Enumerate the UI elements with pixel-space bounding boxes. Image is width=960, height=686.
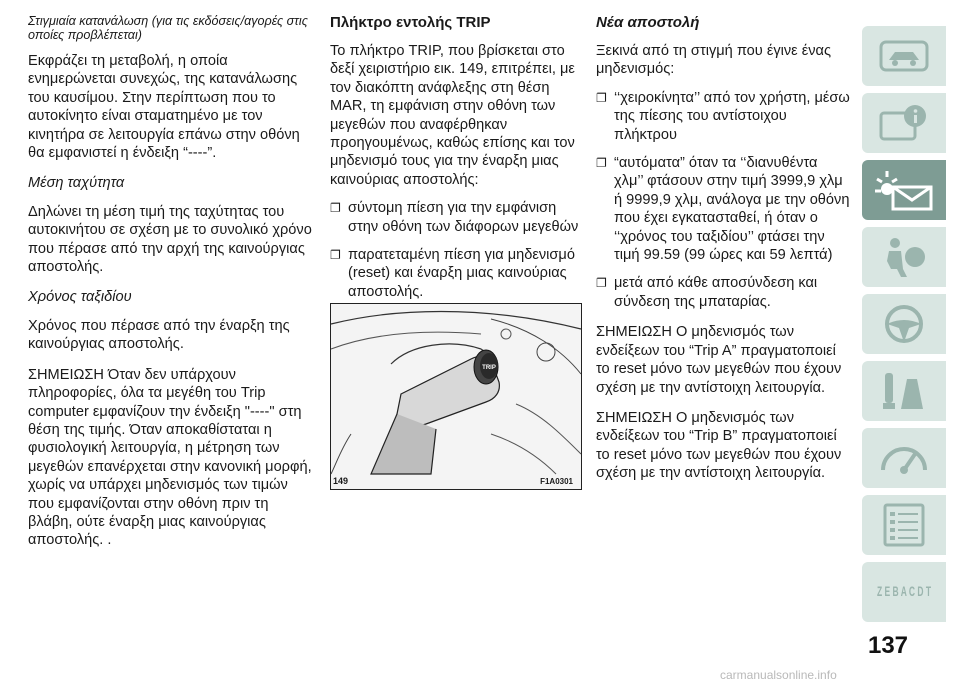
average-speed-text: Δηλώνει τη μέση τιμή της ταχύτητας του αυτοκινήτου σε σχέση με το συνολικό χρόνο που πέρασε από την αρχή της καινούργιας αποστολής.	[28, 203, 312, 276]
bullet-marker: ❐	[330, 201, 341, 216]
specs-list-icon	[877, 503, 931, 547]
dashboard-gauge-icon	[877, 436, 931, 480]
trip-button-text: Το πλήκτρο TRIP, που βρίσκεται στο δεξί χειριστήριο εικ. 149, επιτρέπει, με τον διακόπτη ανάφλεξης στη θέση MAR, τη εμφάνιση στην οθόνη των μεγεθών που αναφέρθηκαν προηγουμένως, καθώς επίσης και τον μηδενισμό τους για την έναρξη μιας καινούριας αποστολής:	[330, 43, 575, 188]
instant-consumption-heading: Στιγμιαία κατανάλωση (για τις εκδόσεις/αγορές στις οποίες προβλέπεται)	[28, 14, 308, 42]
battery-reset-text: μετά από κάθε αποσύνδεση και σύνδεση της μπαταρίας.	[614, 275, 818, 310]
watermark: carmanualsonline.info	[720, 668, 837, 682]
steering-wheel-icon	[877, 302, 931, 346]
chapter-sidebar	[862, 26, 946, 629]
tab-warning-lights-messages[interactable]	[862, 160, 946, 220]
tab-safety[interactable]	[862, 227, 946, 287]
trip-button-label: TRIP	[482, 365, 496, 371]
new-trip-intro: Ξεκινά από τη στιγμή που έγινε ένας μηδενισμός:	[596, 43, 832, 78]
trip-button-figure	[330, 303, 582, 490]
list-item	[596, 274, 850, 311]
new-trip-heading: Νέα αποστολή	[596, 14, 700, 31]
tab-index[interactable]	[862, 562, 946, 622]
short-press-text: σύντομη πίεση για την εμφάνιση στην οθόνη των διάφορων μεγεθών	[348, 200, 579, 235]
warning-light-message-icon	[873, 167, 935, 213]
tab-info[interactable]	[862, 93, 946, 153]
tab-emergency[interactable]	[862, 361, 946, 421]
list-item	[596, 154, 850, 264]
tab-maintenance[interactable]	[862, 428, 946, 488]
steering-stalk-illustration	[331, 304, 581, 474]
jack-tools-icon	[877, 369, 931, 413]
list-item	[330, 199, 582, 236]
long-press-text: παρατεταμένη πίεση για μηδενισμό (reset) και έναρξη μιας καινούριας αποστολής.	[348, 247, 575, 300]
list-item	[330, 246, 582, 301]
bullet-marker: ❐	[596, 276, 607, 291]
trip-button-heading: Πλήκτρο εντολής TRIP	[330, 14, 491, 31]
page-number: 137	[867, 632, 909, 659]
middle-column	[330, 14, 582, 301]
tab-technical-data[interactable]	[862, 495, 946, 555]
bullet-marker: ❐	[596, 156, 607, 171]
automatic-reset-text: “αυτόματα” όταν τα ‘‘διανυθέντα χλμ’’ φτάσουν στην τιμή 3999,9 χλμ ή 9999,9 χλμ, ανάλογα με την οθόνη που έχει εγκατασταθεί, ή όταν ο ‘‘χρόνος του ταξιδίου’’ φτάσει την τιμή 99.59 (99 ώρες και 59 λεπτά)	[614, 155, 850, 264]
travel-time-heading: Χρόνος ταξιδίου	[28, 289, 132, 306]
tab-driving[interactable]	[862, 294, 946, 354]
manual-reset-text: ‘‘χειροκίνητα’’ από τον χρήστη, μέσω της πίεσης του αντίστοιχου πλήκτρου	[614, 89, 850, 143]
note-trip-b: ΣΗΜΕΙΩΣΗ Ο μηδενισμός των ενδείξεων του “Trip B” πραγματοποιεί το reset μόνο των μεγεθών που έχουν σχέση με την αντίστοιχη λειτουργία.	[596, 409, 842, 482]
list-item	[596, 89, 850, 144]
left-column	[28, 14, 312, 550]
right-column	[596, 14, 850, 483]
airbag-person-icon	[877, 235, 931, 279]
alphabetical-index-icon	[875, 567, 933, 617]
instant-consumption-text: Εκφράζει τη μεταβολή, η οποία ενημερώνεται συνεχώς, της κατανάλωσης του καυσίμου. Στην περίπτωση που το αυτοκίνητο είναι σταματημένο με τον κινητήρα σε λειτουργία επάνω στην οθόνη θα εμφανιστεί η ένδειξη “----”.	[28, 53, 300, 162]
bullet-marker: ❐	[596, 90, 607, 105]
car-overview-icon	[877, 38, 931, 74]
bullet-marker: ❐	[330, 248, 341, 263]
travel-time-text: Χρόνος που πέρασε από την έναρξη της καινούργιας αποστολής.	[28, 317, 290, 353]
index-letters: Z E B A C D T	[877, 583, 932, 599]
figure-code: F1A0301	[540, 477, 573, 486]
note-trip-a: ΣΗΜΕΙΩΣΗ Ο μηδενισμός των ενδείξεων του “Trip A” πραγματοποιεί το reset μόνο των μεγεθών που έχουν σχέση με την αντίστοιχη λειτουργία.	[596, 324, 842, 396]
info-icon	[877, 103, 931, 143]
tab-car-overview[interactable]	[862, 26, 946, 86]
note-no-information: ΣΗΜΕΙΩΣΗ Όταν δεν υπάρχουν πληροφορίες, όλα τα μεγέθη του Trip computer εμφανίζουν την ένδειξη "----" στη θέση της τιμής. Όταν αποκαθίσταται η φυσιολογική λειτουργία, η μέτρηση των μεγεθών επανέρχεται στην κανονική μορφή, χωρίς να υπάρχει μηδενισμός των τιμών που εμφανίζονται στην οθόνη πριν τη βλάβη, ούτε έναρξη μιας καινούργιας αποστολής. .	[28, 366, 312, 549]
figure-number: 149	[333, 476, 349, 486]
average-speed-heading: Μέση ταχύτητα	[28, 175, 125, 192]
